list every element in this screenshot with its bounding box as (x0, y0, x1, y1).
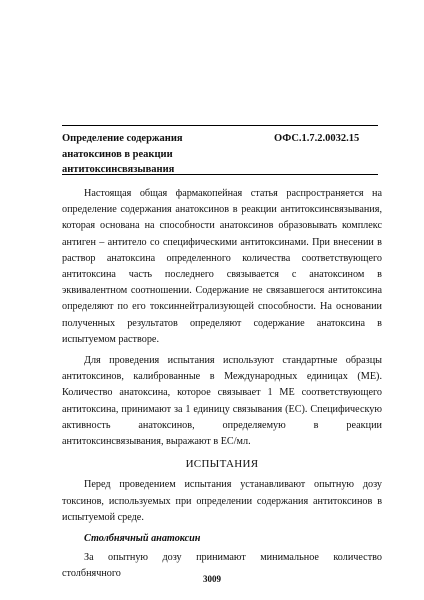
document-body (62, 186, 382, 588)
paragraph: Для проведения испытания используют стандартные образцы антитоксинов, калиброванные в Международных единицах (МЕ). Количество анатоксина, которое связывает 1 МЕ соответствующего антитоксина, принимают за 1 единицу связывания (ЕС). Специфическую активность анатоксинов, определяемую в реакции антитоксинсвязывания, выражают в ЕС/мл. (62, 355, 382, 448)
paragraph: За опытную дозу принимают минимальное количество столбнячного (62, 552, 382, 580)
paragraph: Настоящая общая фармакопейная статья распространяется на определение содержания анатоксинов в реакции антитоксинсвязывания, которая основана на способности анатоксинов образовывать комплекс антиген – антитело со специфическими антитоксинами. При внесении в раствор анатоксина определенного количества соответствующего антитоксина часть последнего связывается с анатоксином в эквивалентном соотношении. Содержание не связавшегося антитоксина определяют по его токсиннейтрализующей способности. На основании полученных результатов определяют содержание анатоксина в испытуемом растворе. (62, 188, 382, 345)
subheading: Столбнячный анатоксин (84, 533, 201, 545)
document-code: ОФС.1.7.2.0032.15 (274, 133, 360, 144)
document-title: Определение содержания анатоксинов в реакции антитоксинсвязывания (62, 133, 183, 175)
page-number: 3009 (203, 574, 221, 584)
header-block (62, 125, 378, 175)
paragraph: Перед проведением испытания устанавливают опытную дозу токсинов, используемых при определении содержания антитоксинов в испытуемой среде. (62, 479, 382, 523)
section-heading: ИСПЫТАНИЯ (185, 458, 259, 471)
header-divider (62, 174, 378, 175)
